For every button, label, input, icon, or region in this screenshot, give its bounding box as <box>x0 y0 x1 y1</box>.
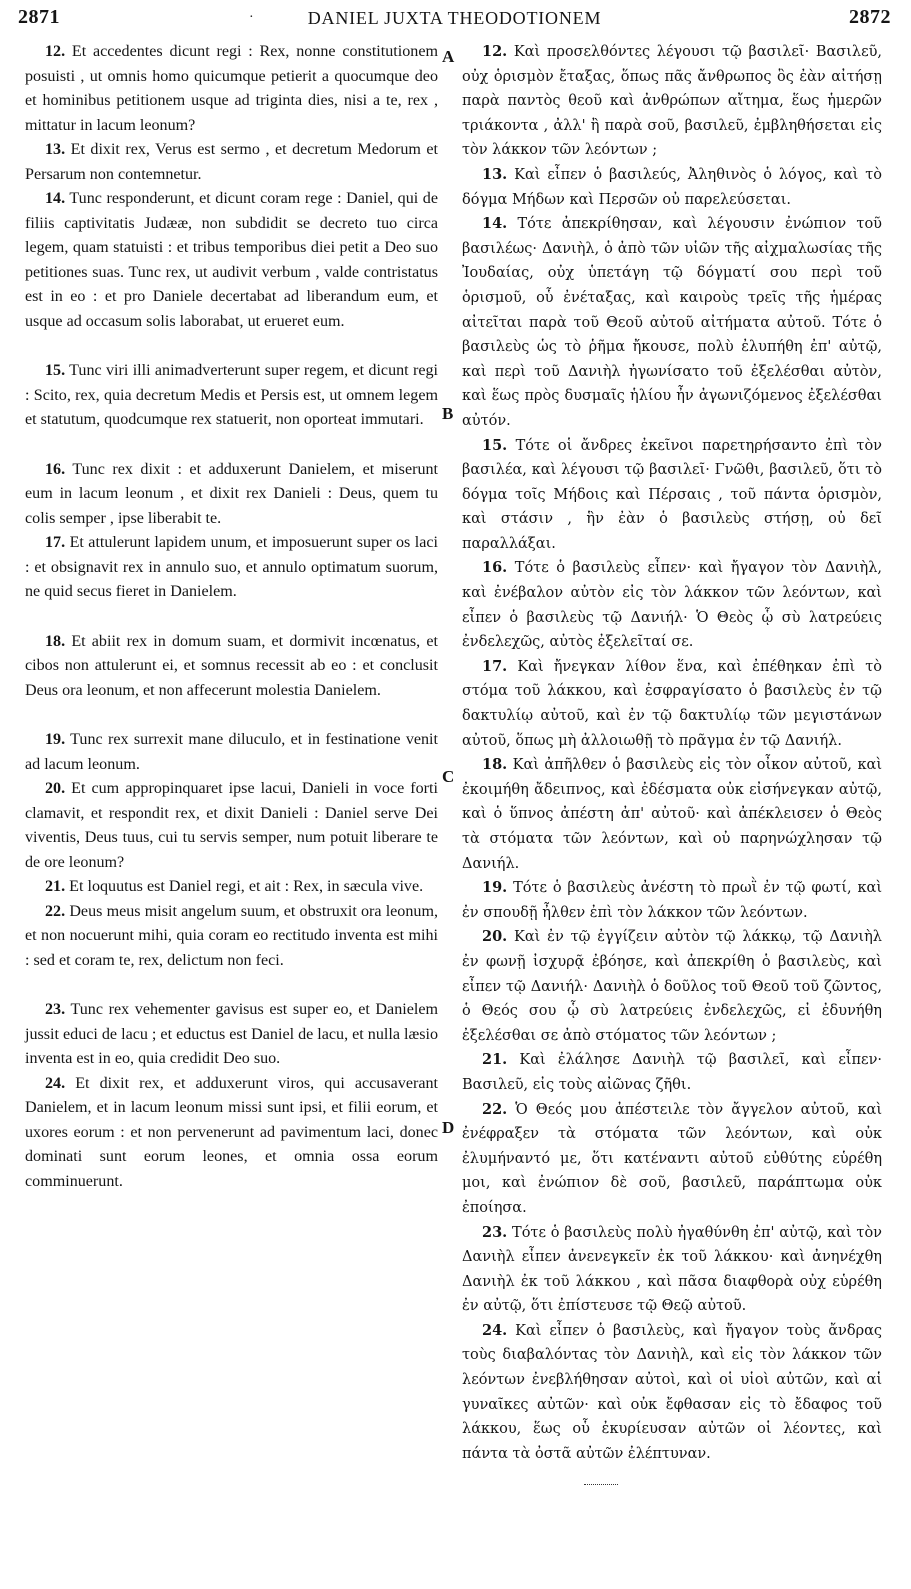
latin-verse-12 <box>25 40 438 138</box>
greek-verse-20 <box>462 925 882 1048</box>
greek-verse-18 <box>462 753 882 876</box>
greek-verse-22 <box>462 1098 882 1221</box>
verse-number: 15. <box>45 362 66 379</box>
verse-number: 23. <box>482 1223 508 1241</box>
verse-text: Tunc rex dixit : et adduxerunt Danielem, et miserunt eum in lacum leonum , et dixit rex Danieli : Deus, quem tu colis semper , ipse liberabit te. <box>25 460 439 527</box>
margin-marker-a: A <box>442 47 455 66</box>
latin-verse-23 <box>25 998 438 1072</box>
greek-verse-21 <box>462 1048 882 1097</box>
greek-verse-23 <box>462 1221 882 1319</box>
verse-number: 24. <box>45 1074 66 1092</box>
verse-text: Tunc responderunt, et dicunt coram rege : Daniel, qui de filiis captivitatis Judææ, non subdidit se decreto tuo circa legem, quam statuisti : et tribus temporibus diei petit a Deo suo petitiones suas. Tunc rex, ut audivit verbum , valde contristatus est in eo : et pro Daniele decertabat ad liberandum eum, et usque ad occasum solis laborabat, ut erueret eum. <box>25 190 438 330</box>
margin-marker-d: D <box>442 1118 455 1137</box>
latin-verse-24 <box>25 1072 438 1195</box>
verse-number: 22. <box>45 902 66 920</box>
latin-verse-16 <box>25 458 438 532</box>
greek-verse-17 <box>462 655 882 753</box>
verse-text: Et dixit rex, Verus est sermo , et decretum Medorum et Persarum non contemnetur. <box>25 141 438 183</box>
greek-verse-12 <box>462 40 882 163</box>
verse-number: 14. <box>482 215 508 233</box>
verse-number: 17. <box>45 534 66 551</box>
greek-verse-16 <box>462 556 882 654</box>
margin-marker-b: B <box>442 404 454 423</box>
verse-number: 18. <box>45 632 66 650</box>
verse-number: 18. <box>482 756 508 774</box>
end-rule <box>584 1484 618 1485</box>
latin-verse-15 <box>25 359 438 433</box>
verse-number: 13. <box>45 141 66 158</box>
verse-text: Καὶ ἀπῆλθεν ὁ βασιλεὺς εἰς τὸν οἶκον αὐτοῦ, καὶ ἐκοιμήθη ἄδειπνος, καὶ ἐδέσματα οὐκ εἰσήνεγκαν αὐτῷ, καὶ ὁ ὕπνος ἀπέστη ἀπ' αὐτοῦ· καὶ ἀπέκλεισεν ὁ Θεὸς τὰ στόματα τῶν λεόντων, καὶ οὐ παρηνώχλησαν τῷ Δανιήλ. <box>462 757 883 872</box>
greek-verse-14 <box>462 212 882 433</box>
latin-verse-17 <box>25 531 438 605</box>
running-title: DANIEL JUXTA THEODOTIONEM <box>307 8 602 28</box>
verse-number: 17. <box>482 657 508 675</box>
verse-number: 19. <box>482 879 508 897</box>
greek-verse-19 <box>462 876 882 925</box>
verse-number: 24. <box>482 1321 508 1339</box>
latin-verse-20 <box>25 777 438 875</box>
verse-text: Καὶ εἶπεν ὁ βασιλεύς, Ἀληθινὸς ὁ λόγος, καὶ τὸ δόγμα Μήδων καὶ Περσῶν οὐ παρελεύσεται. <box>462 166 883 208</box>
margin-marker-c: C <box>442 767 455 786</box>
verse-number: 21. <box>482 1051 508 1069</box>
page-number-right: 2872 <box>849 6 891 28</box>
verse-text: Τότε ἀπεκρίθησαν, καὶ λέγουσιν ἐνώπιον τοῦ βασιλέως· Δανιὴλ, ὁ ἀπὸ τῶν υἱῶν τῆς αἰχμαλωσίας τῆς Ἰουδαίας, οὐχ ὑπετάγη τῷ δόγματί σου περὶ τοῦ ὁρισμοῦ, οὗ ἐνέταξας, καὶ καιροὺς τρεῖς τῆς ἡμέρας αἰτεῖται παρὰ τοῦ Θεοῦ αὐτοῦ αἰτήματα αὐτοῦ. Τότε ὁ βασιλεὺς ὡς τὸ ῥῆμα ἤκουσε, πολὺ ἐλυπήθη ἐπ' αὐτῷ, καὶ περὶ τοῦ Δανιὴλ ἠγωνίσατο τοῦ ἐξελέσθαι αὐτὸν, καὶ ἕως πρὸς δυσμαῖς ἡλίου ἦν ἀγωνιζόμενος ἐξελέσθαι αὐτόν. <box>462 216 882 429</box>
latin-verse-13 <box>25 138 438 187</box>
verse-text: Τότε ὁ βασιλεὺς πολὺ ἠγαθύνθη ἐπ' αὐτῷ, καὶ τὸν Δανιὴλ εἶπεν ἀνενεγκεῖν ἐκ τοῦ λάκκου· καὶ ἀνηνέχθη Δανιὴλ ἐκ τοῦ λάκκου , καὶ πᾶσα διαφθορὰ οὐχ εὑρέθη ἐν αὐτῷ, ὅτι ἐπίστευσε τῷ Θεῷ αὐτοῦ. <box>462 1224 883 1315</box>
verse-number: 23. <box>45 1001 66 1018</box>
verse-text: Ὁ Θεός μου ἀπέστειλε τὸν ἄγγελον αὐτοῦ, καὶ ἐνέφραξεν τὰ στόματα τῶν λεόντων, καὶ οὐκ ἐλυμήναντό με, ὅτι κατέναντι αὐτοῦ εὐθύτης εὑρέθη μοι, καὶ ἐνώπιον δὲ σοῦ, βασιλεῦ, παράπτωμα οὐκ ἐποίησα. <box>462 1101 883 1216</box>
verse-text: Deus meus misit angelum suum, et obstruxit ora leonum, et non nocuerunt mihi, quia coram eo rectitudo inventa est mihi : sed et coram te, rex, delictum non feci. <box>25 902 438 969</box>
verse-number: 20. <box>45 780 66 797</box>
verse-number: 12. <box>45 43 66 60</box>
verse-text: Et loquutus est Daniel regi, et ait : Rex, in sæcula vive. <box>69 878 424 895</box>
latin-verse-19 <box>25 728 438 777</box>
greek-verse-15 <box>462 434 882 557</box>
verse-text: Τότε ὁ βασιλεὺς ἀνέστη τὸ πρωῒ ἐν τῷ φωτί, καὶ ἐν σπουδῇ ἦλθεν ἐπὶ τὸν λάκκον τῶν λεόντων. <box>462 880 883 921</box>
verse-text: Et accedentes dicunt regi : Rex, nonne constitutionem posuisti , ut omnis homo quicumque petierit a quocumque deo et hominibus petitionem usque ad triginta dies, nisi a te, rex , mittatur in lacum leonum? <box>25 43 438 134</box>
greek-verse-24 <box>462 1319 882 1467</box>
page-number-left: 2871 <box>18 6 60 28</box>
verse-text: Τότε ὁ βασιλεὺς εἶπεν· καὶ ἤγαγον τὸν Δανιὴλ, καὶ ἐνέβαλον αὐτὸν εἰς τὸν λάκκον τῶν λεόντων, καὶ εἶπεν ὁ βασιλεὺς τῷ Δανιήλ· Ὁ Θεὸς ᾧ σὺ λατρεύεις ἐνδελεχῶς, αὐτὸς ἐξελεῖταί σε. <box>462 560 882 651</box>
verse-number: 14. <box>45 190 66 207</box>
latin-verse-14 <box>25 187 438 334</box>
verse-number: 22. <box>482 1100 508 1118</box>
verse-text: Καὶ ἐλάλησε Δανιὴλ τῷ βασιλεῖ, καὶ εἶπεν· Βασιλεῦ, εἰς τοὺς αἰῶνας ζῆθι. <box>462 1052 882 1093</box>
greek-column <box>462 40 882 1466</box>
verse-text: Καὶ ἐν τῷ ἐγγίζειν αὐτὸν τῷ λάκκῳ, τῷ Δανιὴλ ἐν φωνῇ ἰσχυρᾷ ἐβόησε, καὶ ἀπεκρίθη ὁ βασιλεὺς, καὶ εἶπεν τῷ Δανιήλ· Δανιὴλ ὁ δοῦλος τοῦ Θεοῦ τοῦ ζῶντος, ὁ Θεός σου ᾧ σὺ λατρεύεις ἐνδελεχῶς, εἰ ἐδυνήθη ἐξελέσθαι σε ἀπὸ στόματος τῶν λεόντων ; <box>462 929 882 1044</box>
verse-text: Tunc rex surrexit mane diluculo, et in festinatione venit ad lacum leonum. <box>25 731 438 773</box>
verse-number: 13. <box>482 165 508 183</box>
verse-text: Et dixit rex, et adduxerunt viros, qui accusaverant Danielem, et in lacum leonum missi sunt ipsi, et filii eorum, et uxores eorum : et non pervenerunt ad pavimentum laci, donec dominati sunt eorum leones, et omnia ossa eorum comminuerunt. <box>25 1074 438 1190</box>
verse-text: Καὶ ἤνεγκαν λίθον ἕνα, καὶ ἐπέθηκαν ἐπὶ τὸ στόμα τοῦ λάκκου, καὶ ἐσφραγίσατο ὁ βασιλεὺς ἐν τῷ δακτυλίῳ αὐτοῦ, καὶ ἐν τῷ δακτυλίῳ τῶν μεγιστάνων αὐτοῦ, ὅπως μὴ ἀλλοιωθῇ τὸ πρᾶγμα ἐν τῷ Δανιήλ. <box>462 658 883 749</box>
verse-text: Tunc viri illi animadverterunt super regem, et dicunt regi : Scito, rex, quia decretum Medis et Persis est, ut omnem legem et statutum, quodcumque rex statuerit, non oporteat immutari. <box>25 362 438 428</box>
latin-verse-18 <box>25 630 438 704</box>
latin-column <box>25 40 438 1194</box>
greek-verse-13 <box>462 163 882 212</box>
verse-text: Et attulerunt lapidem unum, et imposuerunt super os laci : et obsignavit rex in annulo suo, et annulo optimatum suorum, ne quid secus fieret in Danielem. <box>25 534 438 600</box>
verse-text: Et abiit rex in domum suam, et dormivit incœnatus, et cibos non attulerunt ei, et somnus recessit ab eo : et conclusit Deus ora leonum, et non affecerunt molestia Danielem. <box>25 632 439 699</box>
page-header <box>18 6 891 36</box>
verse-number: 21. <box>45 878 66 895</box>
verse-text: Καὶ προσελθόντες λέγουσι τῷ βασιλεῖ· Βασιλεῦ, οὐχ ὁρισμὸν ἔταξας, ὅπως πᾶς ἄνθρωπος ὃς ἐὰν αἰτήσῃ παρὰ παντὸς θεοῦ καὶ ἀνθρώπων αἴτημα, ἕως ἡμερῶν τριάκοντα , ἀλλ' ἢ παρὰ σοῦ, βασιλεῦ, ἐμβληθήσεται εἰς τὸν λάκκον τῶν λεόντων ; <box>462 44 883 159</box>
verse-number: 12. <box>482 43 508 60</box>
verse-number: 16. <box>45 460 66 478</box>
verse-number: 20. <box>482 928 508 946</box>
latin-verse-21 <box>25 875 438 900</box>
verse-number: 15. <box>482 436 508 454</box>
verse-text: Et cum appropinquaret ipse lacui, Danieli in voce forti clamavit, et respondit rex, et dixit Danieli : Daniel serve Dei viventis, Deus tuus, cui tu servis semper, num potuit liberare te de ore leonum? <box>25 780 438 871</box>
header-dot: · <box>249 10 254 25</box>
verse-text: Τότε οἱ ἄνδρες ἐκεῖνοι παρετηρήσαντο ἐπὶ τὸν βασιλέα, καὶ λέγουσι τῷ βασιλεῖ· Γνῶθι, βασιλεῦ, ὅτι τὸ δόγμα τοῖς Μήδοις καὶ Πέρσαις , τοῦ πάντα ὁρισμὸν, καὶ στάσιν , ἣν ἐὰν ὁ βασιλεὺς στήσῃ, οὐ δεῖ παραλλάξαι. <box>462 437 883 552</box>
latin-verse-22 <box>25 900 438 974</box>
verse-text: Tunc rex vehementer gavisus est super eo, et Danielem jussit educi de lacu ; et eductus est Daniel de lacu, et nulla læsio inventa est in eo, quia credidit Deo suo. <box>25 1001 438 1067</box>
verse-number: 19. <box>45 731 66 748</box>
verse-text: Καὶ εἶπεν ὁ βασιλεὺς, καὶ ἤγαγον τοὺς ἄνδρας τοὺς διαβαλόντας τὸν Δανιὴλ, καὶ εἰς τὸν λάκκον τῶν λεόντων ἐνεβλήθησαν αὐτοὶ, καὶ οἱ υἱοὶ αὐτῶν, καὶ αἱ γυναῖκες αὐτῶν· καὶ οὐκ ἔφθασαν εἰς τὸ ἔδαφος τοῦ λάκκου, ἕως οὗ ἐκυρίευσαν αὐτῶν οἱ λέοντες, καὶ πάντα τὰ ὀστᾶ αὐτῶν ἐλέπτυναν. <box>462 1322 883 1462</box>
verse-number: 16. <box>482 559 508 577</box>
